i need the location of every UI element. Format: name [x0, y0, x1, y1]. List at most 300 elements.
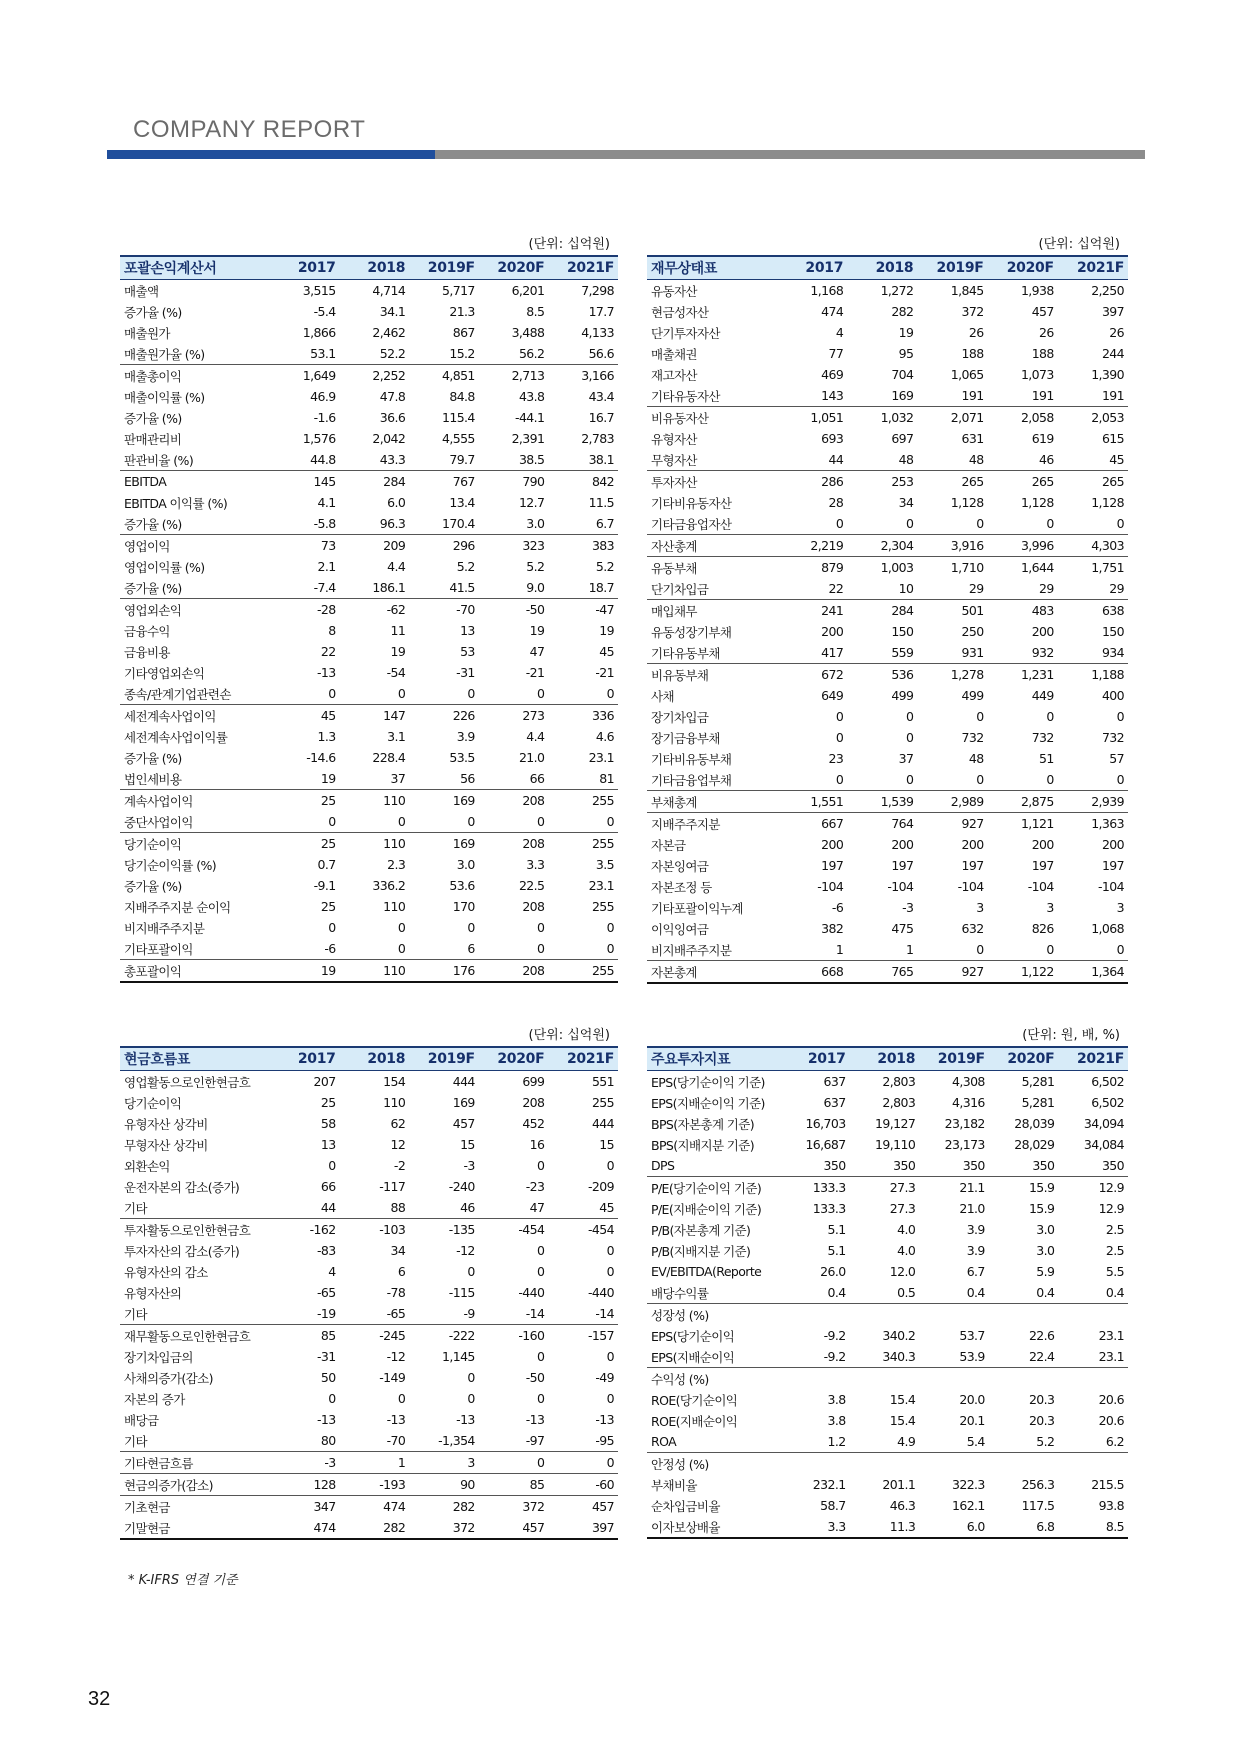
cell-value: 0 [537, 686, 545, 701]
cell-value: 23 [828, 751, 844, 766]
table-row [120, 1176, 618, 1197]
cell-value: -104 [887, 879, 914, 894]
income-statement-block [120, 235, 618, 983]
cell-value: 45 [599, 644, 614, 659]
cell-value: 22.4 [1028, 1349, 1055, 1364]
row-label: 당기순이익 [120, 833, 270, 855]
cell-value: 23.1 [588, 750, 614, 765]
cell-value: 0 [976, 709, 984, 724]
row-label: 비지배주주지분 [124, 920, 205, 936]
row-label: 장기차입금 [651, 709, 709, 725]
cell-value: 20.3 [1028, 1413, 1055, 1428]
cell-value: -70 [386, 1433, 406, 1448]
cell-value: 25 [320, 899, 336, 914]
cell-value: 44 [320, 1200, 336, 1215]
cell-value: 3.9 [456, 729, 475, 744]
row-label: 매출원가율 (%) [124, 346, 205, 362]
cell-value: 0.4 [1036, 1285, 1055, 1300]
cell-value: 26.0 [820, 1264, 846, 1279]
row-label: 증가율 (%) [124, 878, 182, 894]
table-row [120, 407, 618, 428]
table-row [647, 939, 1128, 961]
cell-value: 25 [270, 833, 340, 855]
cell-value: 19 [320, 771, 336, 786]
table-row [647, 535, 1128, 557]
cell-value: 150 [891, 624, 914, 639]
cashflow-block [120, 1026, 618, 1540]
cell-value: 162.1 [951, 1498, 985, 1513]
cell-value: 2,713 [479, 365, 549, 387]
cell-value: 4.1 [317, 495, 336, 510]
table-row [647, 1155, 1128, 1177]
cell-value: 0 [328, 814, 336, 829]
table-row [120, 960, 618, 983]
cell-value: 46 [460, 1200, 475, 1215]
cell-value: 2,252 [340, 365, 410, 387]
cell-value: 4.4 [526, 729, 545, 744]
cell-value: 632 [961, 921, 984, 936]
cell-value: 2.5 [1105, 1222, 1124, 1237]
cell-value: -103 [340, 1219, 410, 1241]
cell-value: 0 [328, 1158, 336, 1173]
cell-value: 397 [548, 1517, 618, 1539]
cell-value: 36.6 [379, 410, 406, 425]
cell-value: 16 [529, 1137, 545, 1152]
cell-value: 191 [1031, 388, 1054, 403]
cell-value: 2,250 [1091, 283, 1124, 298]
row-label: 투자자산의 감소(증가) [124, 1243, 240, 1259]
cell-value: 469 [821, 367, 844, 382]
cell-value: 208 [479, 833, 549, 855]
cell-value: 551 [591, 1074, 614, 1089]
cell-value: 3.8 [827, 1413, 846, 1428]
cell-value: -13 [316, 1412, 336, 1427]
cell-value: 0 [328, 686, 336, 701]
cell-value: 826 [1031, 921, 1054, 936]
row-label: 운전자본의 감소(증가) [124, 1179, 240, 1195]
cell-value: 1,710 [917, 557, 987, 579]
row-label: 계속사업이익 [120, 790, 270, 812]
cell-value [850, 1368, 920, 1390]
page-number: 32 [88, 1688, 111, 1710]
cell-value: 0 [976, 772, 984, 787]
table-row [120, 938, 618, 960]
cell-value: 265 [917, 471, 987, 493]
table-row [120, 1517, 618, 1539]
table-row [647, 727, 1128, 748]
cell-value: 5.1 [827, 1222, 846, 1237]
cell-value: 452 [522, 1116, 545, 1131]
table-header-row [647, 1047, 1128, 1071]
row-label: EPS(당기순이익 [651, 1328, 735, 1344]
cell-value: 50 [320, 1370, 336, 1385]
cell-value: 207 [313, 1074, 336, 1089]
cell-value: 16,703 [805, 1116, 846, 1131]
cell-value: 619 [1031, 431, 1054, 446]
cell-value: 0 [1116, 516, 1124, 531]
cell-value: 12.9 [1058, 1177, 1128, 1199]
cell-value: 372 [961, 304, 984, 319]
cell-value: 253 [847, 471, 917, 493]
cell-value: 3.5 [595, 857, 614, 872]
table-row [120, 1113, 618, 1134]
cell-value: 0 [1046, 516, 1054, 531]
cell-value: 3 [1046, 900, 1054, 915]
cell-value: 47 [529, 644, 545, 659]
cell-value [850, 1453, 920, 1475]
cell-value: 0 [397, 941, 406, 956]
cell-value: 12.7 [518, 495, 545, 510]
table-row [647, 1431, 1128, 1453]
cell-value: 0 [467, 1370, 475, 1385]
cell-value: 188 [961, 346, 984, 361]
cell-value: 2,875 [988, 791, 1058, 813]
table-header-row [120, 256, 618, 280]
table-row [647, 855, 1128, 876]
row-label: 기말현금 [120, 1517, 270, 1539]
cell-value: -104 [1098, 879, 1124, 894]
row-label: 기타 [124, 1306, 147, 1322]
cell-value: 0 [548, 1452, 618, 1474]
row-label: 성장성 (%) [647, 1304, 780, 1326]
cell-value: -240 [448, 1179, 475, 1194]
cell-value: 19 [529, 623, 545, 638]
cell-value: -115 [448, 1285, 475, 1300]
cell-value: 397 [1101, 304, 1124, 319]
table-row [647, 1113, 1128, 1134]
cell-value: 3,488 [511, 325, 545, 340]
cell-value: -160 [479, 1325, 549, 1347]
cell-value: 383 [548, 535, 618, 557]
cell-value: 1,188 [1058, 664, 1128, 686]
table-row [120, 386, 618, 407]
row-label: 기타영업외손익 [124, 665, 205, 681]
cell-value: 536 [847, 664, 917, 686]
row-label: EPS(지배순이익 기준) [651, 1095, 765, 1111]
cell-value: 29 [968, 581, 984, 596]
cell-value: 16,687 [805, 1137, 846, 1152]
cell-value: 115.4 [441, 410, 475, 425]
cell-value: 3 [409, 1452, 479, 1474]
row-label: 유형자산 [651, 431, 697, 447]
cell-value: 29 [1039, 581, 1054, 596]
row-label: 중단사업이익 [124, 814, 193, 830]
table-row [120, 1071, 618, 1093]
table-row [647, 1410, 1128, 1431]
row-label: EBITDA [120, 471, 270, 493]
cell-value: 241 [777, 600, 847, 622]
table-row [647, 642, 1128, 664]
table-row [120, 790, 618, 812]
cell-value: 1 [835, 942, 844, 957]
table-row [120, 1452, 618, 1474]
cell-value: 350 [962, 1158, 985, 1173]
cell-value: -13 [525, 1412, 545, 1427]
cell-value: -149 [379, 1370, 406, 1385]
cell-value: 1,866 [302, 325, 336, 340]
cell-value: 444 [452, 1074, 475, 1089]
cell-value: 457 [452, 1116, 475, 1131]
cell-value: 265 [1058, 471, 1128, 493]
cell-value: 1,168 [810, 283, 844, 298]
row-label: 기타현금흐름 [120, 1452, 270, 1474]
cell-value: 444 [591, 1116, 614, 1131]
cell-value: 27.3 [850, 1177, 920, 1199]
column-header: 2021F [1058, 256, 1128, 280]
cell-value: 46 [1039, 452, 1054, 467]
cell-value: 1,032 [847, 407, 917, 429]
cell-value: 45 [270, 705, 340, 727]
cell-value: 0 [467, 686, 475, 701]
row-label: P/E(지배순이익 기준) [651, 1201, 762, 1217]
cell-value: 0 [606, 1243, 614, 1258]
table-row [647, 1282, 1128, 1304]
cell-value: 3.8 [827, 1392, 846, 1407]
cell-value: 322.3 [951, 1477, 985, 1492]
cell-value: 56 [460, 771, 475, 786]
table-row [120, 1155, 618, 1176]
cell-value: 0 [328, 1391, 336, 1406]
cell-value: 5.1 [827, 1243, 846, 1258]
cell-value: 41.5 [449, 580, 475, 595]
cell-value: 48 [968, 452, 984, 467]
cell-value: -19 [316, 1306, 336, 1321]
table-row [647, 834, 1128, 855]
cell-value: 18.7 [588, 580, 614, 595]
cell-value: 88 [390, 1200, 406, 1215]
cell-value: 21.0 [518, 750, 545, 765]
cell-value: 0 [606, 814, 614, 829]
cell-value: 255 [548, 960, 618, 983]
header-bar-grey [435, 150, 1145, 159]
cell-value: 85 [270, 1325, 340, 1347]
row-label: 배당수익률 [651, 1285, 709, 1301]
cell-value: -14 [595, 1306, 614, 1321]
cell-value: -104 [817, 879, 844, 894]
cell-value: 0.7 [317, 857, 336, 872]
row-label: 매출채권 [651, 346, 697, 362]
cell-value: 350 [823, 1158, 846, 1173]
row-label: EPS(지배순이익 [651, 1349, 735, 1365]
cell-value: 296 [409, 535, 479, 557]
cell-value: -157 [548, 1325, 618, 1347]
table-row [647, 1368, 1128, 1390]
cell-value: 38.5 [518, 452, 545, 467]
cell-value: 0 [467, 920, 475, 935]
row-label: 자본잉여금 [651, 858, 709, 874]
cell-value: 697 [891, 431, 914, 446]
cell-value: 20.0 [959, 1392, 985, 1407]
row-label: 유동자산 [651, 283, 697, 299]
cell-value: 5,281 [1021, 1074, 1055, 1089]
cell-value: 3,515 [302, 283, 336, 298]
cell-value: -440 [588, 1285, 614, 1300]
cell-value: 4,303 [1058, 535, 1128, 557]
table-row [647, 301, 1128, 322]
cell-value: 22 [828, 581, 844, 596]
cell-value: 1,128 [1091, 495, 1124, 510]
cell-value: 3.0 [456, 857, 475, 872]
table-row [647, 621, 1128, 642]
row-label: 영업이익률 (%) [124, 559, 205, 575]
row-label: EPS(당기순이익 기준) [651, 1074, 765, 1090]
cell-value: 6.0 [387, 495, 406, 510]
cell-value: 0 [328, 920, 336, 935]
table-row [120, 492, 618, 513]
row-label: 수익성 (%) [647, 1368, 780, 1390]
balance-sheet-table [647, 255, 1128, 984]
cell-value: 0.4 [966, 1285, 985, 1300]
cell-value: 474 [340, 1496, 410, 1518]
table-row [120, 471, 618, 493]
cell-value: 0 [835, 772, 844, 787]
row-label: 당기순이익 [124, 1095, 182, 1111]
cell-value: 457 [1031, 304, 1054, 319]
cell-value: 1,278 [917, 664, 987, 686]
cell-value: 4 [328, 1264, 336, 1279]
cell-value: 0 [976, 942, 984, 957]
row-label: 영업활동으로인한현금흐 [124, 1074, 251, 1090]
table-row [120, 513, 618, 535]
row-label: 자산총계 [647, 535, 777, 557]
column-header: 2021F [1058, 1047, 1128, 1071]
row-label: 기타금융업자산 [651, 516, 732, 532]
cell-value: 85 [479, 1474, 549, 1496]
cell-value: 400 [1101, 688, 1124, 703]
table-row [647, 1453, 1128, 1475]
cell-value: -83 [316, 1243, 336, 1258]
cell-value: -97 [525, 1433, 545, 1448]
row-label: 당기순이익률 (%) [124, 857, 217, 873]
cell-value [780, 1368, 850, 1390]
cell-value: 3 [1116, 900, 1124, 915]
cell-value: 96.3 [379, 516, 406, 531]
cell-value: 43.8 [518, 389, 545, 404]
row-label: 유동부채 [647, 557, 777, 579]
table-row [647, 557, 1128, 579]
cell-value: 169 [409, 833, 479, 855]
cell-value: 0 [606, 941, 614, 956]
table-row [647, 1389, 1128, 1410]
column-header: 2019F [409, 256, 479, 280]
table-row [120, 535, 618, 557]
cell-value: 256.3 [1021, 1477, 1055, 1492]
cell-value: 81 [599, 771, 614, 786]
cell-value: 48 [968, 751, 984, 766]
cell-value: 699 [522, 1074, 545, 1089]
cell-value: 19,110 [875, 1137, 916, 1152]
table-row [120, 322, 618, 343]
cell-value: 499 [961, 688, 984, 703]
cell-value: 23,173 [944, 1137, 985, 1152]
cell-value: 209 [340, 535, 410, 557]
cell-value: -12 [386, 1349, 406, 1364]
cell-value: 6.7 [595, 516, 614, 531]
table-row [120, 1219, 618, 1241]
cell-value: 417 [821, 645, 844, 660]
cell-value: -245 [340, 1325, 410, 1347]
cell-value: 170.4 [441, 516, 475, 531]
cell-value: 255 [591, 1095, 614, 1110]
cell-value: 145 [270, 471, 340, 493]
cell-value: 22.5 [518, 878, 545, 893]
cell-value: 1,128 [950, 495, 984, 510]
cell-value: 200 [821, 624, 844, 639]
cell-value: 12.9 [1098, 1201, 1124, 1216]
cell-value: 208 [479, 790, 549, 812]
cell-value: 559 [891, 645, 914, 660]
cell-value: 284 [847, 600, 917, 622]
cell-value: 637 [823, 1074, 846, 1089]
cell-value: 0 [479, 1452, 549, 1474]
row-label: 비유동자산 [647, 407, 777, 429]
table-title: 주요투자지표 [647, 1047, 780, 1071]
table-row [120, 556, 618, 577]
cell-value: 45 [1109, 452, 1124, 467]
cell-value: 26 [968, 325, 984, 340]
row-label: P/E(당기순이익 기준) [647, 1177, 780, 1199]
table-header-row [647, 256, 1128, 280]
cell-value: 27.3 [889, 1201, 916, 1216]
cell-value: -13 [316, 665, 336, 680]
cell-value: 1,363 [1058, 813, 1128, 835]
cell-value: 1,539 [847, 791, 917, 813]
cell-value: 501 [917, 600, 987, 622]
cell-value: 3 [976, 900, 984, 915]
row-label: 기타 [124, 1433, 147, 1449]
cell-value: 215.5 [1091, 1477, 1124, 1492]
table-row [120, 1409, 618, 1430]
table-row [647, 961, 1128, 984]
cell-value: 615 [1101, 431, 1124, 446]
cell-value: 43.4 [588, 389, 614, 404]
table-row [120, 1092, 618, 1113]
row-label: 금융비용 [124, 644, 170, 660]
cell-value: -14 [525, 1306, 545, 1321]
cell-value: 25 [270, 790, 340, 812]
cell-value: 3,996 [988, 535, 1058, 557]
cell-value: 47 [529, 1200, 545, 1215]
cell-value: 765 [847, 961, 917, 984]
cell-value: 10 [898, 581, 914, 596]
cell-value: 668 [777, 961, 847, 984]
cell-value: 7,298 [581, 283, 614, 298]
cell-value: 667 [777, 813, 847, 835]
cell-value: 250 [961, 624, 984, 639]
row-label: 판매관리비 [124, 431, 182, 447]
cell-value: 170 [452, 899, 475, 914]
cell-value: -2 [393, 1158, 406, 1173]
cell-value: 1,649 [270, 365, 340, 387]
cell-value: 22.6 [1028, 1328, 1055, 1343]
table-row [647, 1474, 1128, 1495]
cell-value: 15.9 [1028, 1201, 1055, 1216]
row-label: ROA [651, 1434, 677, 1449]
cell-value: 110 [340, 960, 410, 983]
cell-value: 2,803 [882, 1074, 916, 1089]
row-label: ROE(지배순이익 [651, 1413, 738, 1429]
table-row [120, 280, 618, 302]
cell-value: 0 [537, 814, 545, 829]
column-header: 2018 [340, 256, 410, 280]
row-label: 기초현금 [120, 1496, 270, 1518]
cell-value: 53.9 [959, 1349, 985, 1364]
cell-value: 323 [479, 535, 549, 557]
cell-value: 11 [390, 623, 406, 638]
row-label: 영업이익 [120, 535, 270, 557]
table-row [120, 620, 618, 641]
row-label: ROE(당기순이익 [651, 1392, 738, 1408]
